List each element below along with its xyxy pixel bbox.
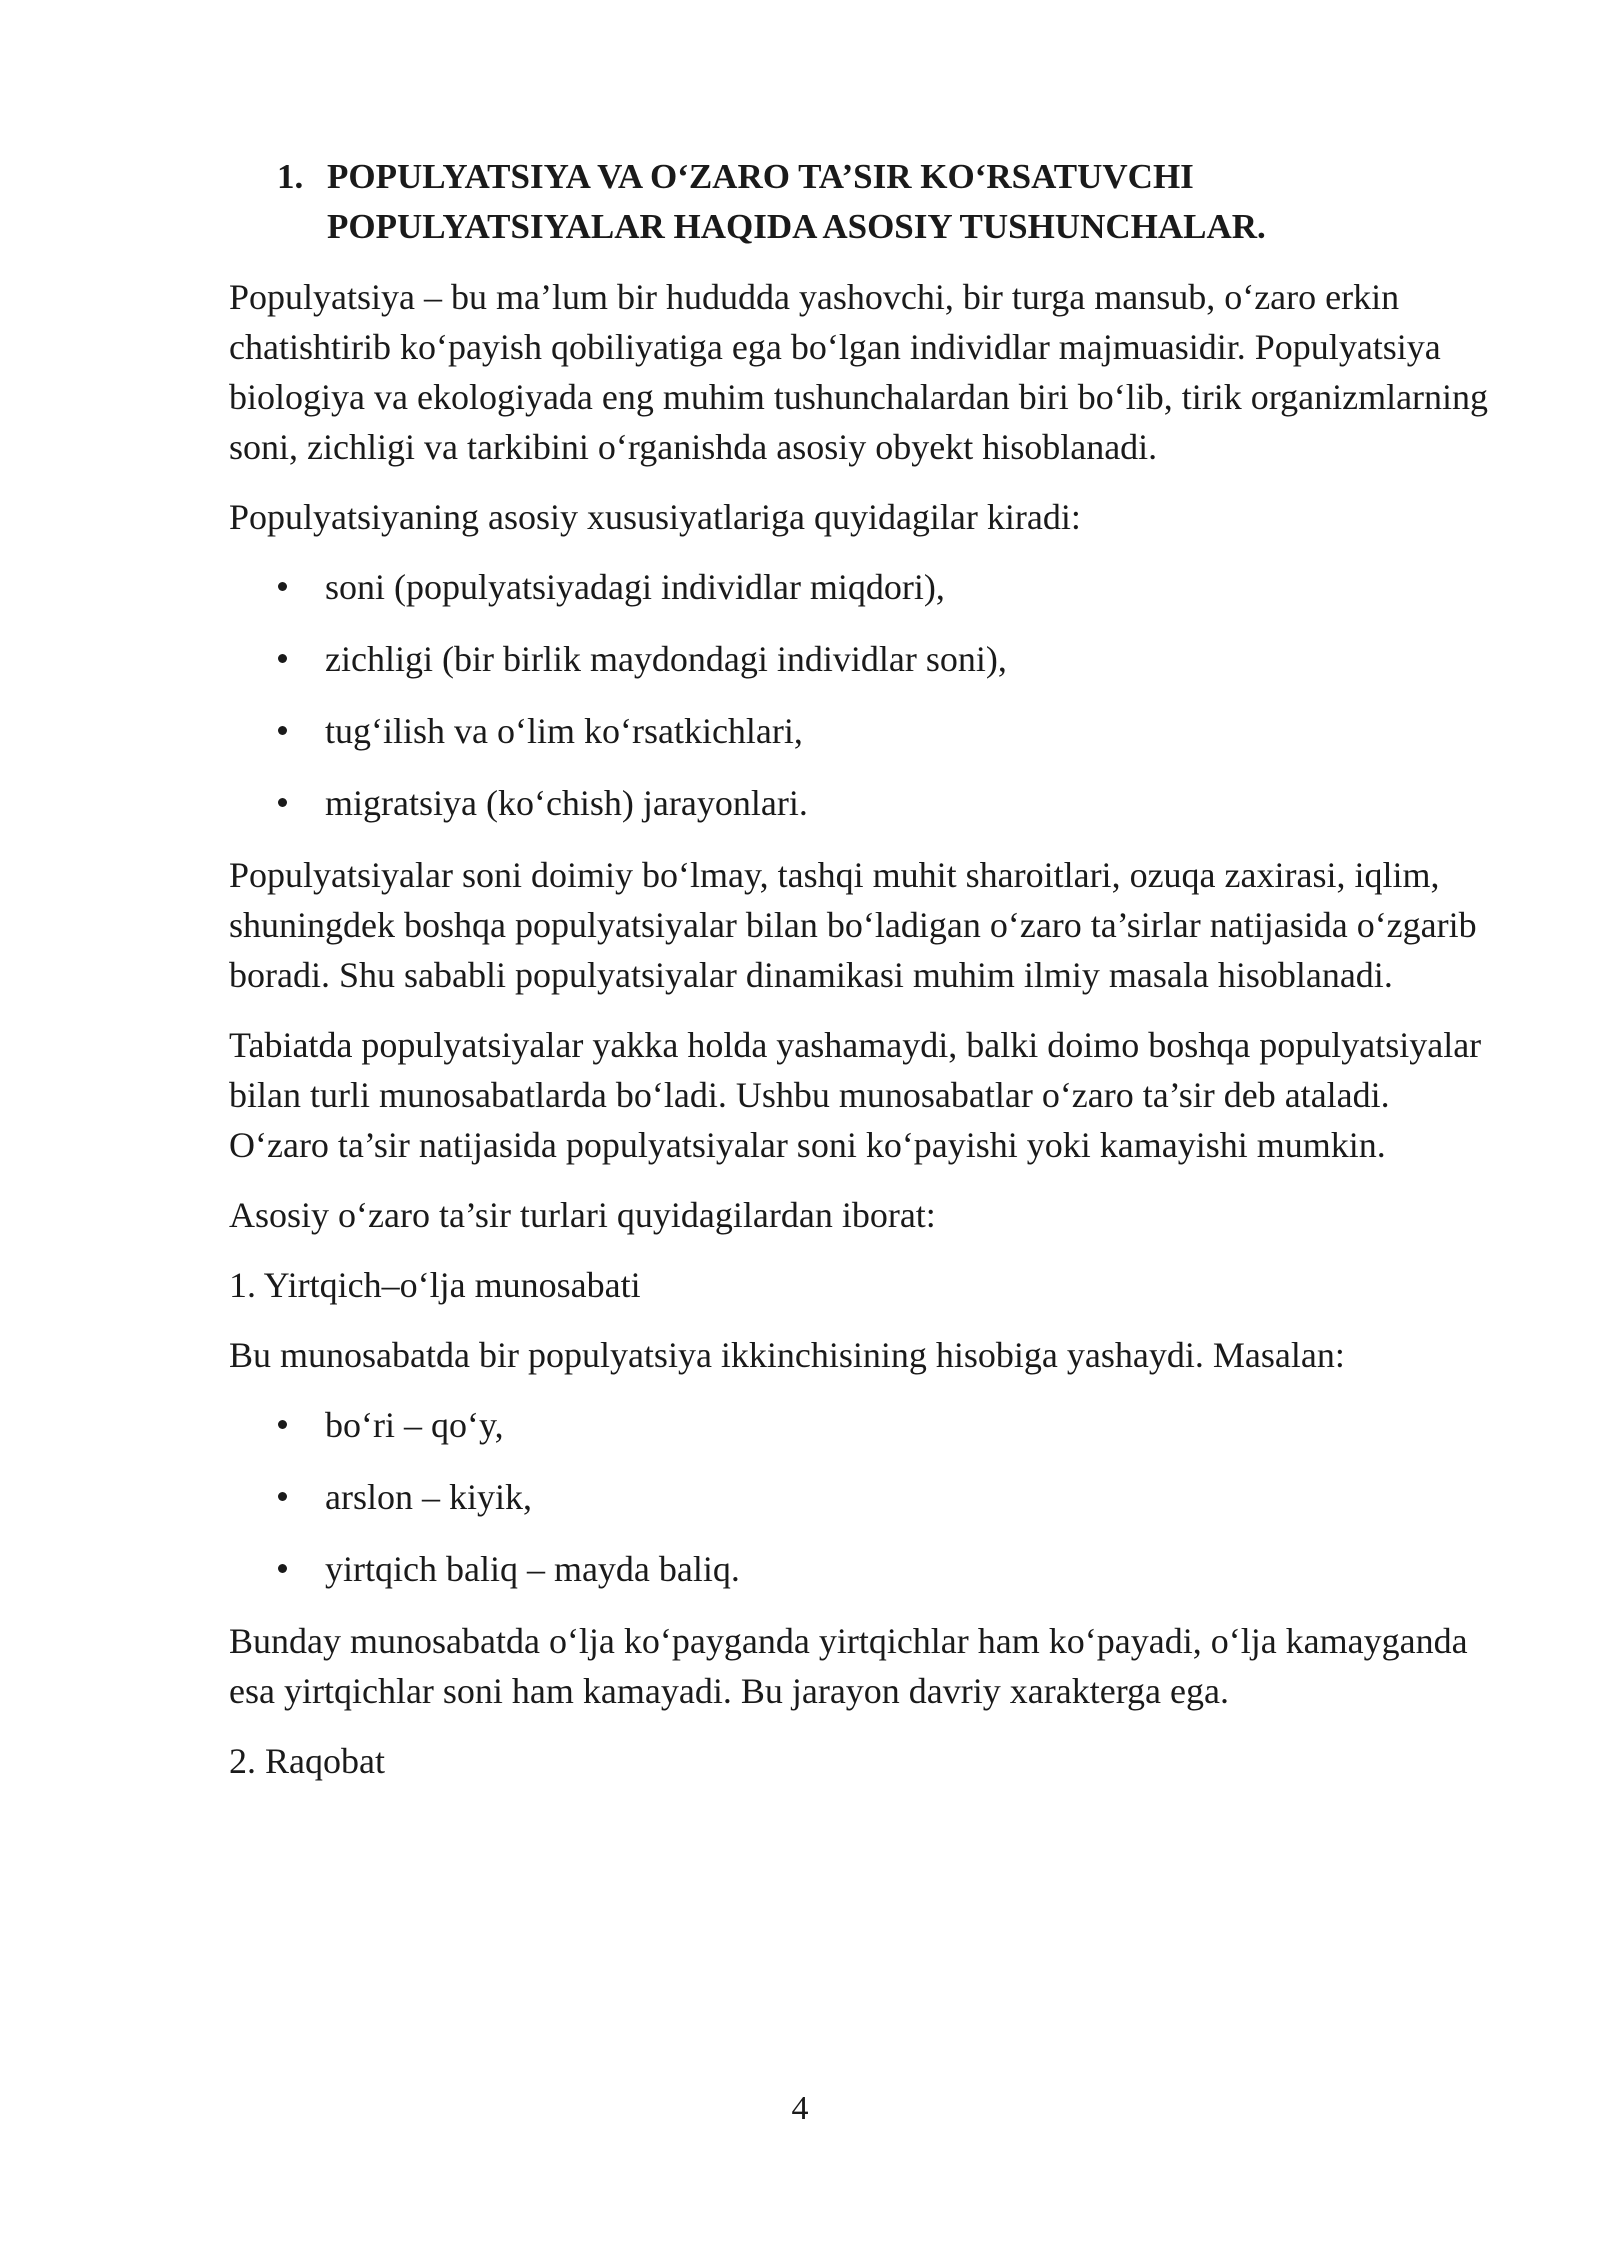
section-title-line-1: POPULYATSIYA VA O‘ZARO TA’SIR KO‘RSATUVCHI bbox=[327, 157, 1194, 196]
page-content bbox=[229, 152, 1489, 1806]
paragraph-population-definition: Populyatsiya – bu ma’lum bir hududda yashovchi, bir turga mansub, o‘zaro erkin chatishtirib ko‘payish qobiliyatiga ega bo‘lgan individlar majmuasidir. Populyatsiya biologiya va ekologiyada eng muhim tushunchalardan biri bo‘lib, tirik organizmlarning soni, zichligi va tarkibini o‘rganishda asosiy obyekt hisoblanadi. bbox=[229, 277, 1489, 467]
list-item bbox=[229, 1400, 1489, 1450]
list-item bbox=[229, 562, 1489, 612]
bullet-icon bbox=[278, 654, 287, 663]
paragraph-interaction-types-intro: Asosiy o‘zaro ta’sir turlari quyidagilardan iborat: bbox=[229, 1195, 936, 1235]
paragraph-predator-prey-cycle: Bunday munosabatda o‘lja ko‘payganda yirtqichlar ham ko‘payadi, o‘lja kamayganda esa yirtqichlar soni ham kamayadi. Bu jarayon davriy xarakterga ega. bbox=[229, 1621, 1468, 1711]
list-item bbox=[229, 778, 1489, 828]
section-title bbox=[327, 152, 1489, 252]
list-item-text: bo‘ri – qo‘y, bbox=[325, 1405, 504, 1445]
paragraph-population-dynamics: Populyatsiyalar soni doimiy bo‘lmay, tashqi muhit sharoitlari, ozuqa zaxirasi, iqlim, shuningdek boshqa populyatsiyalar bilan bo‘ladigan o‘zaro ta’sirlar natijasida o‘zgarib boradi. Shu sababli populyatsiyalar dinamikasi muhim ilmiy masala hisoblanadi. bbox=[229, 855, 1477, 995]
bullet-icon bbox=[278, 1420, 287, 1429]
list-item bbox=[229, 634, 1489, 684]
paragraph-properties-intro: Populyatsiyaning asosiy xususiyatlariga quyidagilar kiradi: bbox=[229, 497, 1081, 537]
section-number: 1. bbox=[277, 157, 304, 196]
section-title-line-2: POPULYATSIYALAR HAQIDA ASOSIY TUSHUNCHALAR. bbox=[327, 207, 1266, 246]
list-item bbox=[229, 706, 1489, 756]
list-item-text: migratsiya (ko‘chish) jarayonlari. bbox=[325, 783, 808, 823]
list-item-text: tug‘ilish va o‘lim ko‘rsatkichlari, bbox=[325, 711, 803, 751]
bullet-icon bbox=[278, 798, 287, 807]
section-heading bbox=[229, 152, 1489, 252]
paragraph-interactions: Tabiatda populyatsiyalar yakka holda yashamaydi, balki doimo boshqa populyatsiyalar bilan turli munosabatlarda bo‘ladi. Ushbu munosabatlar o‘zaro ta’sir deb ataladi. O‘zaro ta’sir natijasida populyatsiyalar soni ko‘payishi yoki kamayishi mumkin. bbox=[229, 1025, 1482, 1165]
list-item bbox=[229, 1472, 1489, 1522]
list-item-text: arslon – kiyik, bbox=[325, 1477, 532, 1517]
bullet-icon bbox=[278, 1564, 287, 1573]
list-item-text: soni (populyatsiyadagi individlar miqdori), bbox=[325, 567, 945, 607]
list-item-text: zichligi (bir birlik maydondagi individlar soni), bbox=[325, 639, 1007, 679]
list-item-text: yirtqich baliq – mayda baliq. bbox=[325, 1549, 740, 1589]
predator-prey-examples-list bbox=[229, 1400, 1489, 1594]
page-number: 4 bbox=[791, 2090, 809, 2127]
list-item bbox=[229, 1544, 1489, 1594]
population-properties-list bbox=[229, 562, 1489, 828]
paragraph-predator-prey-intro: Bu munosabatda bir populyatsiya ikkinchisining hisobiga yashaydi. Masalan: bbox=[229, 1335, 1345, 1375]
subheading-competition: 2. Raqobat bbox=[229, 1741, 385, 1781]
bullet-icon bbox=[278, 582, 287, 591]
bullet-icon bbox=[278, 1492, 287, 1501]
subheading-predator-prey: 1. Yirtqich–o‘lja munosabati bbox=[229, 1265, 641, 1305]
bullet-icon bbox=[278, 726, 287, 735]
